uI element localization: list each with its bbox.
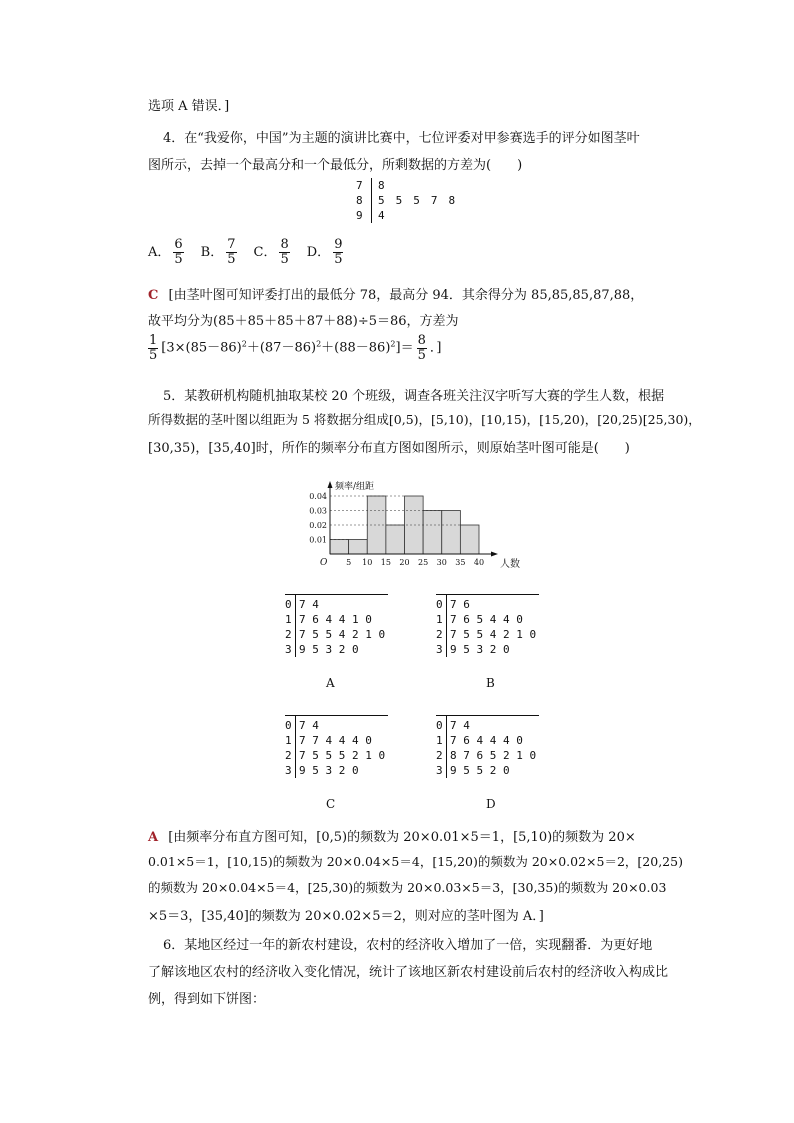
q4-options xyxy=(148,238,360,266)
choice-leaves: 9 5 3 2 0 xyxy=(450,643,510,656)
q4-option-label: D． xyxy=(306,244,331,260)
choice-stem: 2 xyxy=(436,749,443,762)
choice-stem: 0 xyxy=(436,598,443,611)
q4-var-term1: [3×(85－86) xyxy=(161,340,242,356)
y-tick-label: 0.03 xyxy=(309,506,327,516)
choice-leaves: 9 5 5 2 0 xyxy=(450,764,510,777)
q4-option-label: A． xyxy=(148,244,171,260)
origin-label: O xyxy=(320,558,328,568)
q4-option xyxy=(200,237,240,267)
q4-frac-den: 5 xyxy=(149,347,158,363)
choice-stem: 2 xyxy=(285,749,292,762)
y-axis-label: 频率/组距 xyxy=(335,482,375,492)
x-tick-label: 15 xyxy=(380,558,391,567)
q5-solution-line2: 0.01×5＝1，[10,15)的频数为 20×0.04×5＝4，[15,20)的频数为 20×0.02×5＝2，[20,25) xyxy=(148,854,683,869)
y-axis-arrow xyxy=(328,481,333,488)
q4-option-label: B． xyxy=(200,244,224,260)
q4-option-label: C． xyxy=(253,244,277,260)
q5-solution-line3: 的频数为 20×0.04×5＝4，[25,30)的频数为 20×0.03×5＝3，[30,35)的频数为 20×0.03 xyxy=(148,880,667,895)
choice-stem: 1 xyxy=(285,734,292,747)
q6-line1: 6．某地区经过一年的新农村建设，农村的经济收入增加了一倍，实现翻番．为更好地 xyxy=(163,938,653,953)
q5-line2: 所得数据的茎叶图以组距为 5 将数据分组成[0,5)，[5,10)，[10,15)，[15,20)，[20,25)[25,30)， xyxy=(148,412,701,427)
q4-stem-value: 7 xyxy=(356,179,363,192)
x-tick-label: 30 xyxy=(436,558,447,567)
prev-answer-tail: 选项 A 错误．] xyxy=(148,99,230,114)
q4-solution-line3 xyxy=(148,334,441,362)
choice-leaves: 7 6 5 4 4 0 xyxy=(450,613,523,626)
choice-row xyxy=(285,763,359,778)
q4-option-den: 5 xyxy=(280,251,289,267)
choice-leaves: 7 4 xyxy=(450,719,470,732)
q4-result-den: 5 xyxy=(417,347,426,363)
x-tick-label: 5 xyxy=(346,558,352,567)
choice-row xyxy=(285,733,372,748)
choice-stem: 0 xyxy=(285,719,292,732)
q4-sup3: 2 xyxy=(390,339,396,349)
choice-stem: 2 xyxy=(436,628,443,641)
histogram-bar xyxy=(460,525,479,554)
choice-leaves: 7 6 xyxy=(450,598,470,611)
q4-option xyxy=(253,237,293,267)
q5-line3: [30,35)，[35,40]时，所作的频率分布直方图如图所示，则原始茎叶图可能是( ) xyxy=(148,441,630,456)
q4-option xyxy=(306,237,347,267)
choice-leaves: 7 5 5 4 2 1 0 xyxy=(299,628,386,641)
y-tick-label: 0.01 xyxy=(309,535,327,545)
choice-leaves: 7 5 5 4 2 1 0 xyxy=(450,628,537,641)
q4-option-num: 7 xyxy=(227,237,236,252)
choice-leaves: 7 6 4 4 1 0 xyxy=(299,613,372,626)
choice-top-rule xyxy=(285,594,388,595)
choice-stem: 1 xyxy=(436,734,443,747)
q4-leaf-values: 4 xyxy=(378,209,385,222)
choice-row xyxy=(285,597,319,612)
x-tick-label: 25 xyxy=(418,558,429,567)
histogram-bar xyxy=(330,540,349,555)
choice-leaves: 8 7 6 5 2 1 0 xyxy=(450,749,537,762)
choice-top-rule xyxy=(436,715,539,716)
choice-row xyxy=(285,612,372,627)
y-tick-label: 0.02 xyxy=(309,521,327,530)
choice-stem: 0 xyxy=(285,598,292,611)
choice-leaves: 9 5 3 2 0 xyxy=(299,764,359,777)
q4-sup2: 2 xyxy=(316,339,322,349)
q4-solution-tail: ．] xyxy=(429,340,442,356)
choice-label-b: B xyxy=(486,676,495,690)
choice-row xyxy=(436,597,470,612)
choice-top-rule xyxy=(285,715,388,716)
q4-sup1: 2 xyxy=(241,339,247,349)
q4-stem-value: 8 xyxy=(356,194,363,207)
choice-leaves: 7 7 4 4 4 0 xyxy=(299,734,372,747)
q5-solution-line4: ×5＝3，[35,40]的频数为 20×0.02×5＝2，则对应的茎叶图为 A．] xyxy=(148,909,544,924)
q4-var-end: ]＝ xyxy=(395,340,414,356)
q4-stem-divider xyxy=(371,178,372,223)
q4-var-term3: ＋(88－86) xyxy=(321,340,391,356)
choice-stem: 3 xyxy=(436,764,443,777)
x-axis-label: 人数 xyxy=(500,559,520,570)
choice-row xyxy=(285,718,319,733)
histogram-bar xyxy=(349,540,368,555)
choice-label-c: C xyxy=(326,797,336,811)
q4-option-den: 5 xyxy=(174,251,183,267)
choice-leaves: 7 4 xyxy=(299,719,319,732)
choice-leaves: 9 5 3 2 0 xyxy=(299,643,359,656)
choice-stem: 3 xyxy=(285,643,292,656)
q4-var-term2: ＋(87－86) xyxy=(246,340,317,356)
choice-row xyxy=(285,627,385,642)
q5-solution-text1: [由频率分布直方图可知，[0,5)的频数为 20×0.01×5＝1，[5,10)的频数为 20× xyxy=(168,830,636,845)
histogram-bar xyxy=(423,511,442,555)
y-tick-label: 0.04 xyxy=(309,492,327,501)
q4-answer-letter: C xyxy=(148,288,159,303)
choice-row xyxy=(436,733,523,748)
choice-row xyxy=(436,642,510,657)
q4-option-num: 8 xyxy=(280,237,289,252)
frequency-histogram xyxy=(300,478,525,578)
choice-row xyxy=(436,627,536,642)
histogram-bar xyxy=(442,511,461,555)
choice-leaves: 7 4 xyxy=(299,598,319,611)
choice-row xyxy=(436,763,510,778)
histogram-bar xyxy=(386,525,405,554)
choice-stem: 2 xyxy=(285,628,292,641)
choice-leaves: 7 6 4 4 4 0 xyxy=(450,734,523,747)
q6-line2: 了解该地区农村的经济收入变化情况，统计了该地区新农村建设前后农村的经济收入构成比 xyxy=(148,965,669,980)
q4-line2: 图所示，去掉一个最高分和一个最低分，所剩数据的方差为( ) xyxy=(148,158,523,173)
choice-row xyxy=(436,748,536,763)
q5-solution-line1 xyxy=(148,826,636,845)
choice-stem: 3 xyxy=(285,764,292,777)
q4-stem-leaf-plot xyxy=(356,178,455,223)
q6-line3: 例，得到如下饼图： xyxy=(148,992,266,1007)
choice-stem: 3 xyxy=(436,643,443,656)
x-tick-label: 40 xyxy=(473,558,485,567)
q4-option-den: 5 xyxy=(227,251,236,267)
choice-row xyxy=(285,642,359,657)
q5-answer-letter: A xyxy=(148,830,159,845)
choice-row xyxy=(436,612,523,627)
x-tick-label: 35 xyxy=(455,558,466,567)
q4-option-num: 6 xyxy=(174,237,183,252)
x-tick-label: 20 xyxy=(399,558,410,567)
q4-result-num: 8 xyxy=(417,333,426,348)
q4-solution-text1: [由茎叶图可知评委打出的最低分 78，最高分 94．其余得分为 85,85,85,87,88， xyxy=(168,288,644,303)
choice-stem: 1 xyxy=(436,613,443,626)
q4-option xyxy=(148,237,187,267)
choice-top-rule xyxy=(436,594,539,595)
q4-option-num: 9 xyxy=(334,237,343,252)
q4-option-den: 5 xyxy=(334,251,343,267)
q4-solution-line1 xyxy=(148,284,643,303)
q4-line1: 4．在“我爱你，中国”为主题的演讲比赛中，七位评委对甲参赛选手的评分如图茎叶 xyxy=(163,131,640,146)
q4-solution-line2: 故平均分为(85＋85＋85＋87＋88)÷5＝86，方差为 xyxy=(148,314,459,329)
choice-row xyxy=(285,748,385,763)
choice-row xyxy=(436,718,470,733)
x-tick-label: 10 xyxy=(362,558,373,567)
choice-label-d: D xyxy=(486,797,496,811)
choice-label-a: A xyxy=(326,676,335,690)
q4-frac-num: 1 xyxy=(149,333,158,348)
q5-line1: 5．某教研机构随机抽取某校 20 个班级，调查各班关注汉字听写大赛的学生人数，根据 xyxy=(163,389,665,404)
choice-stem: 1 xyxy=(285,613,292,626)
q4-leaf-values: 5 5 5 7 8 xyxy=(378,194,456,207)
choice-leaves: 7 5 5 5 2 1 0 xyxy=(299,749,386,762)
q4-leaf-values: 8 xyxy=(378,179,385,192)
x-axis-arrow xyxy=(491,552,498,557)
q4-stem-value: 9 xyxy=(356,209,363,222)
choice-stem: 0 xyxy=(436,719,443,732)
